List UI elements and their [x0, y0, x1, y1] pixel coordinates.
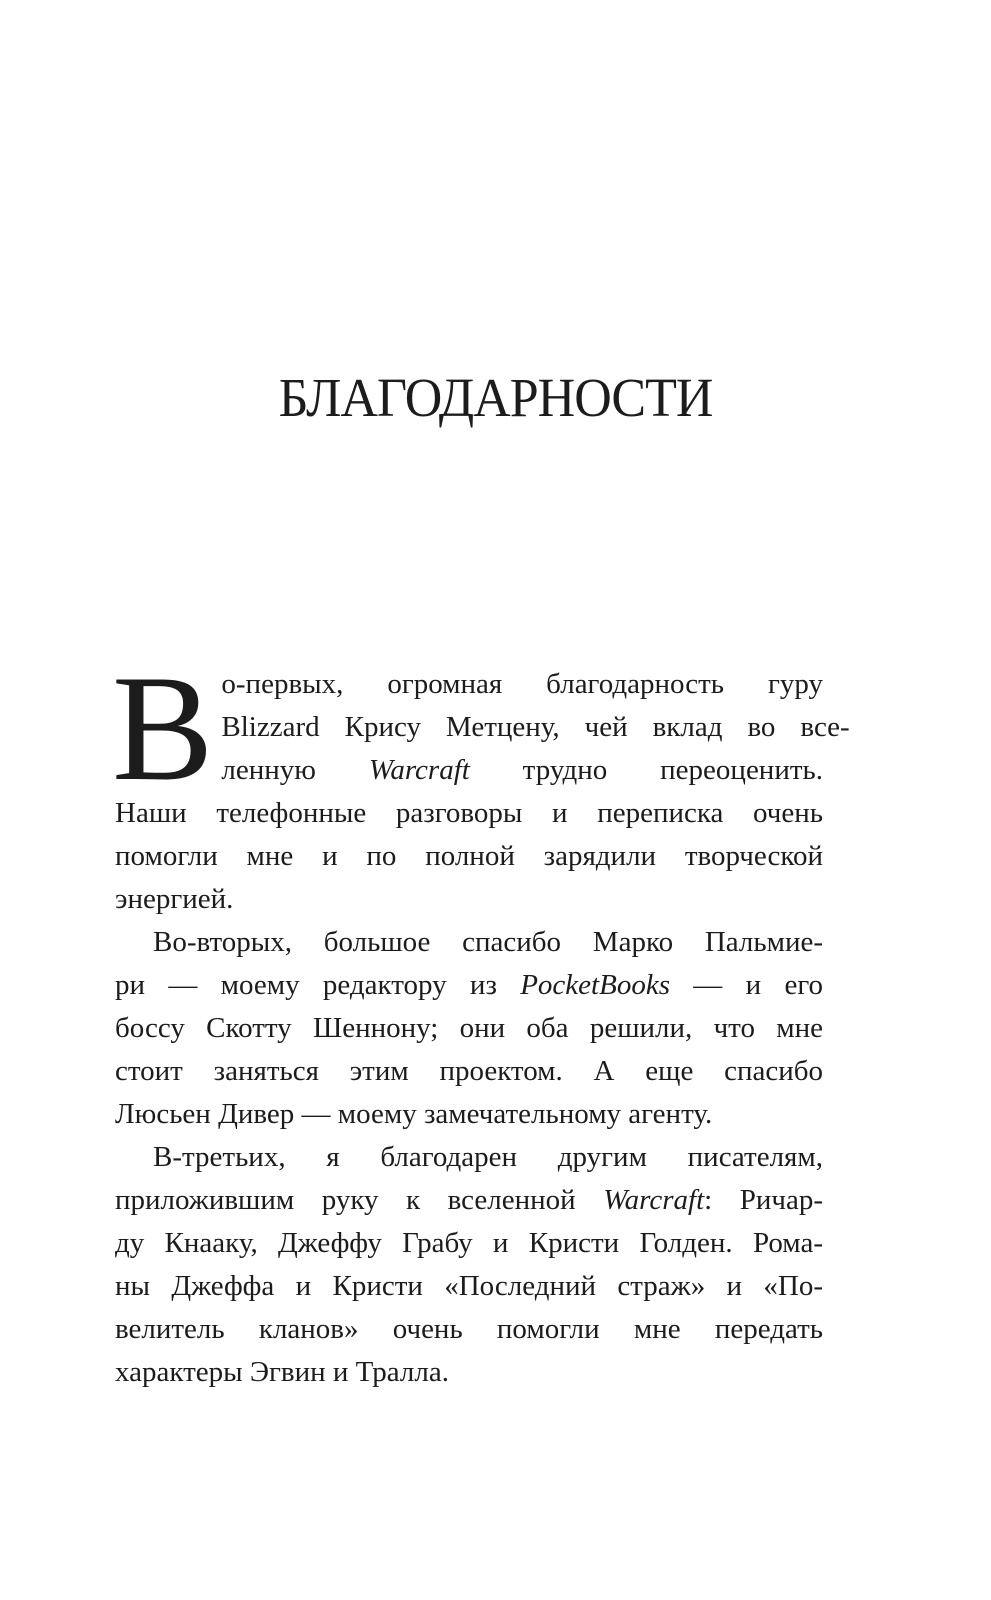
- italic-title: Warcraft: [603, 1184, 705, 1216]
- text-line: ленную Warcraft трудно переоценить.: [221, 754, 823, 786]
- text-line: велитель кланов» очень помогли мне передать: [115, 1313, 823, 1345]
- text-line: приложившим руку к вселенной Warcraft: Ричар-: [115, 1184, 823, 1216]
- paragraph-2: [115, 921, 823, 1136]
- text-line: помогли мне и по полной зарядили творческой: [115, 840, 823, 872]
- text-line: стоит заняться этим проектом. А еще спасибо: [115, 1055, 823, 1087]
- text-line: Люсьен Дивер — моему замечательному агенту.: [115, 1098, 713, 1130]
- drop-cap: В: [112, 644, 214, 812]
- text-line: Во-вторых, большое спасибо Марко Пальмие-: [153, 926, 823, 958]
- text-line: В-третьих, я благодарен другим писателям,: [153, 1141, 823, 1173]
- paragraph-1: [112, 644, 850, 921]
- italic-title: PocketBooks: [520, 969, 670, 1001]
- text-line: Blizzard Крису Метцену, чей вклад во все-: [221, 711, 850, 743]
- text-line: о-первых, огромная благодарность гуру: [221, 668, 823, 700]
- acknowledgements-text: [112, 644, 850, 1394]
- page-title: БЛАГОДАРНОСТИ: [278, 368, 713, 429]
- italic-title: Warcraft: [368, 754, 470, 786]
- paragraph-3: [115, 1136, 823, 1394]
- text-line: боссу Скотту Шеннону; они оба решили, что мне: [115, 1012, 823, 1044]
- text-line: ри — моему редактору из PocketBooks — и его: [115, 969, 823, 1001]
- text-line: энергией.: [115, 883, 234, 915]
- text-line: ду Кнааку, Джеффу Грабу и Кристи Голден. Рома-: [115, 1227, 823, 1259]
- text-line: характеры Эгвин и Тралла.: [115, 1356, 449, 1388]
- text-line: ны Джеффа и Кристи «Последний страж» и «По-: [115, 1270, 823, 1302]
- text-line: Наши телефонные разговоры и переписка очень: [115, 797, 823, 829]
